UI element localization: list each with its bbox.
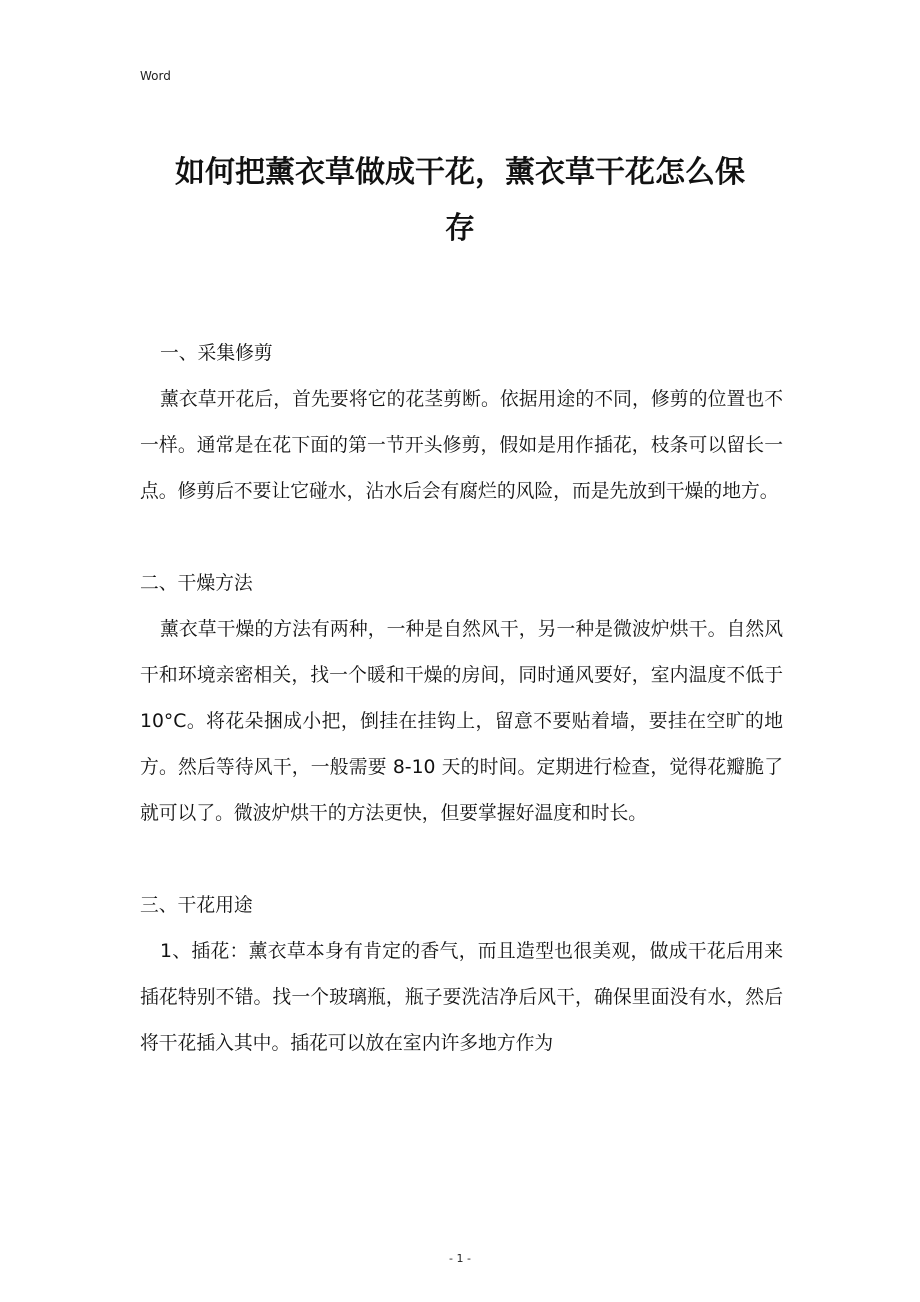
- section-2-paragraph: 薰衣草干燥的方法有两种，一种是自然风干，另一种是微波炉烘干。自然风干和环境亲密相关，找一个暖和干燥的房间，同时通风要好，室内温度不低于 10°C。将花朵捆成小把，倒挂在挂钩上，留意不要贴着墙，要挂在空旷的地方。然后等待风干，一般需要 8-10 天的时间。定期进行检查，觉得花瓣脆了就可以了。微波炉烘干的方法更快，但要掌握好温度和时长。: [140, 619, 783, 824]
- section-1-heading: 一、采集修剪: [160, 343, 273, 364]
- section-3-paragraph: 1、插花：薰衣草本身有肯定的香气，而且造型也很美观，做成干花后用来插花特别不错。找一个玻璃瓶，瓶子要洗洁净后风干，确保里面没有水，然后将干花插入其中。插花可以放在室内许多地方作为: [140, 941, 783, 1054]
- title-line-2: 存: [445, 211, 475, 246]
- section-1-paragraph: 薰衣草开花后，首先要将它的花茎剪断。依据用途的不同，修剪的位置也不一样。通常是在花下面的第一节开头修剪，假如是用作插花，枝条可以留长一点。修剪后不要让它碰水，沾水后会有腐烂的风险，而是先放到干燥的地方。: [140, 389, 783, 502]
- header-label: Word: [140, 69, 171, 83]
- document-title: [120, 145, 800, 257]
- document-body: [140, 331, 783, 1067]
- page-number: - 1 -: [449, 1252, 471, 1265]
- paragraph-gap: [140, 515, 783, 561]
- section-3-heading: 三、干花用途: [140, 895, 253, 916]
- paragraph-gap: [140, 837, 783, 883]
- section-2-heading: 二、干燥方法: [140, 573, 253, 594]
- title-line-1: 如何把薰衣草做成干花，薰衣草干花怎么保: [175, 155, 745, 190]
